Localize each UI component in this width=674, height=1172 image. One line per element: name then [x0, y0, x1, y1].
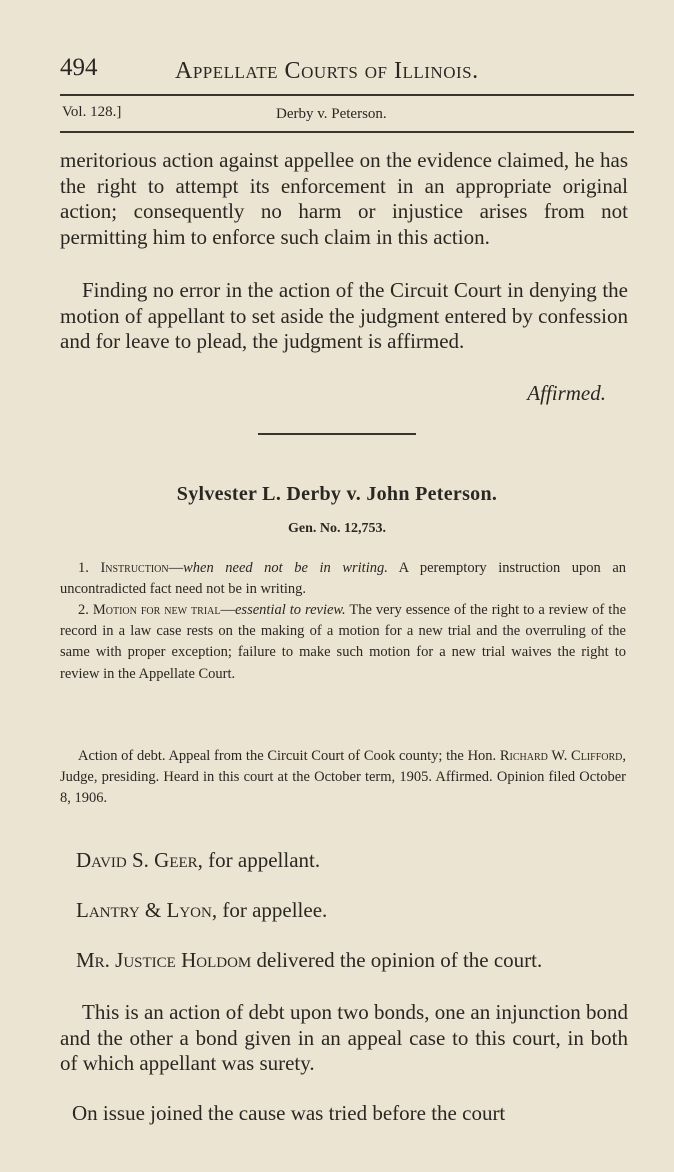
headnote-text: The very essence of the right to a review of the record in a law case rests on the making of a motion for a new trial and the overruling of the same with proper exception; failure to make such motion for a new trial waives the right to review in the Appellate Court. — [60, 602, 627, 682]
case-caption: Derby v. Peterson. — [276, 106, 387, 122]
statement-text: , Judge, presiding. Heard in this court at the October term, 1905. Affirmed. Opinion filed October 8, 1906. — [60, 748, 626, 807]
page-number: 494 — [60, 54, 98, 81]
opinion-paragraph: On issue joined the cause was tried before the court — [72, 1101, 506, 1125]
counsel-role: , for appellee. — [211, 898, 328, 922]
headnote-number: 1. — [78, 560, 89, 576]
headnote-subtopic: essential to review. — [235, 602, 346, 618]
case-title: Sylvester L. Derby v. John Peterson. — [176, 483, 498, 505]
headnote-number: 2. — [78, 602, 89, 618]
opinion-heading — [60, 948, 628, 974]
statement-text: Action of debt. Appeal from the Circuit Court of Cook county; the Hon. — [78, 748, 497, 764]
disposition: Affirmed. — [527, 381, 606, 405]
header-rule — [60, 94, 634, 96]
previous-case-paragraph: meritorious action against appellee on the evidence claimed, he has the right to attempt its enforcement in an appropriate original action; consequently no harm or injustice arises from not permitting him to enforce such claim in this action. — [60, 148, 628, 249]
headnote: 1. Instruction—when need not be in writing. A peremptory instruction upon an uncontradicted fact need not be in writing. — [60, 560, 627, 598]
previous-case-paragraph: Finding no error in the action of the Circuit Court in denying the motion of appellant to set aside the judgment entered by confession and for leave to plead, the judgment is affirmed. — [60, 278, 628, 353]
counsel-role: , for appellant. — [197, 848, 321, 872]
case-number: Gen. No. 12,753. — [288, 521, 386, 536]
justice-name: Mr. Justice Holdom — [76, 948, 252, 972]
appellant-counsel — [76, 848, 320, 873]
headnote-topic: Motion for new trial — [92, 602, 221, 618]
header-rule-lower — [60, 131, 634, 133]
judge-name: Richard W. Clifford — [499, 748, 623, 764]
headnote-text: A peremptory instruction upon an uncontradicted fact need not be in writing. — [60, 560, 627, 598]
headnote: 2. Motion for new trial—essential to review. The very essence of the right to a review of the record in a law case rests on the making of a motion for a new trial and the overruling of the same with proper exception; failure to make such motion for a new trial waives the right to review in the Appellate Court. — [60, 602, 627, 682]
running-title: Appellate Courts of Illinois. — [175, 58, 479, 84]
counsel-name: Lantry & Lyon — [76, 898, 212, 922]
headnote-subtopic: when need not be in writing. — [183, 560, 388, 576]
case-separator — [258, 433, 416, 435]
volume-label: Vol. 128.] — [62, 104, 122, 120]
case-statement — [60, 746, 626, 810]
appellee-counsel — [76, 898, 327, 923]
opinion-paragraph: This is an action of debt upon two bonds, one an injunction bond and the other a bond given in an appeal case to this court, in both of which appellant was surety. — [60, 1000, 628, 1075]
headnote-topic: Instruction — [100, 560, 169, 576]
opinion-delivered: delivered the opinion of the court. — [251, 948, 543, 972]
counsel-name: David S. Geer — [76, 848, 198, 872]
